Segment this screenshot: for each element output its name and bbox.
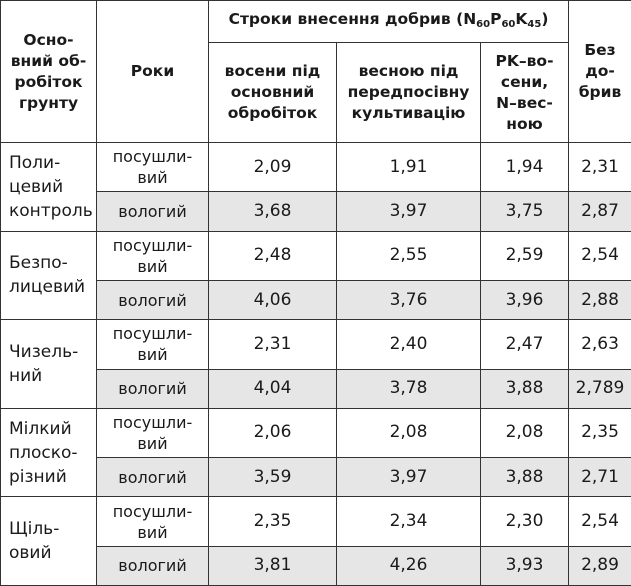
yield-value: 2,54 bbox=[569, 497, 631, 546]
table-row bbox=[1, 231, 631, 280]
year-type-dry: посушли- вий bbox=[97, 497, 209, 546]
yield-value: 1,91 bbox=[337, 143, 481, 192]
soil-treatment-label: Мілкий плоско- різний bbox=[1, 408, 97, 497]
yield-value: 2,08 bbox=[337, 408, 481, 457]
yield-value: 2,63 bbox=[569, 320, 631, 369]
yield-value: 2,54 bbox=[569, 231, 631, 280]
yield-value: 2,08 bbox=[481, 408, 569, 457]
yield-value: 2,06 bbox=[209, 408, 337, 457]
yield-value: 2,31 bbox=[569, 143, 631, 192]
yield-value: 4,06 bbox=[209, 281, 337, 320]
yield-value: 3,88 bbox=[481, 369, 569, 408]
yield-value: 2,35 bbox=[569, 408, 631, 457]
yield-value: 2,40 bbox=[337, 320, 481, 369]
yield-value: 2,87 bbox=[569, 192, 631, 231]
yield-value: 3,68 bbox=[209, 192, 337, 231]
header-pk-autumn-n-spring: PK–во- сени, N–вес- ною bbox=[481, 43, 569, 143]
yield-value: 2,48 bbox=[209, 231, 337, 280]
year-type-dry: посушли- вий bbox=[97, 408, 209, 457]
year-type-dry: посушли- вий bbox=[97, 143, 209, 192]
yield-value: 2,789 bbox=[569, 369, 631, 408]
year-type-wet: вологий bbox=[97, 192, 209, 231]
yield-value: 2,59 bbox=[481, 231, 569, 280]
table-row bbox=[1, 143, 631, 192]
year-type-dry: посушли- вий bbox=[97, 320, 209, 369]
yield-value: 2,31 bbox=[209, 320, 337, 369]
year-type-dry: посушли- вий bbox=[97, 231, 209, 280]
yield-value: 2,09 bbox=[209, 143, 337, 192]
header-fertilizer-timing: Строки внесення добрив (N60P60K45) bbox=[209, 1, 569, 43]
yield-value: 2,89 bbox=[569, 546, 631, 585]
header-no-fertilizer: Без до-брив bbox=[569, 1, 631, 143]
soil-treatment-label: Щіль- овий bbox=[1, 497, 97, 586]
soil-treatment-label: Чизель- ний bbox=[1, 320, 97, 409]
year-type-wet: вологий bbox=[97, 281, 209, 320]
yield-value: 3,75 bbox=[481, 192, 569, 231]
header-spring: весною під передпосівну культивацію bbox=[337, 43, 481, 143]
yield-value: 3,97 bbox=[337, 458, 481, 497]
yield-value: 1,94 bbox=[481, 143, 569, 192]
yield-value: 2,30 bbox=[481, 497, 569, 546]
yield-value: 2,55 bbox=[337, 231, 481, 280]
yield-value: 4,04 bbox=[209, 369, 337, 408]
yield-value: 2,88 bbox=[569, 281, 631, 320]
yield-value: 3,88 bbox=[481, 458, 569, 497]
table-row bbox=[1, 408, 631, 457]
year-type-wet: вологий bbox=[97, 546, 209, 585]
table-row bbox=[1, 497, 631, 546]
header-years: Роки bbox=[97, 1, 209, 143]
year-type-wet: вологий bbox=[97, 458, 209, 497]
yield-value: 2,71 bbox=[569, 458, 631, 497]
yield-value: 3,76 bbox=[337, 281, 481, 320]
yield-value: 3,97 bbox=[337, 192, 481, 231]
yield-value: 4,26 bbox=[337, 546, 481, 585]
yield-value: 3,81 bbox=[209, 546, 337, 585]
yield-value: 3,59 bbox=[209, 458, 337, 497]
yield-value: 3,78 bbox=[337, 369, 481, 408]
header-autumn: восени під основний обробіток bbox=[209, 43, 337, 143]
header-soil-treatment: Осно- вний об- робіток грунту bbox=[1, 1, 97, 143]
yield-value: 2,47 bbox=[481, 320, 569, 369]
year-type-wet: вологий bbox=[97, 369, 209, 408]
yield-value: 2,34 bbox=[337, 497, 481, 546]
yield-value: 2,35 bbox=[209, 497, 337, 546]
yield-value: 3,96 bbox=[481, 281, 569, 320]
yield-value: 3,93 bbox=[481, 546, 569, 585]
soil-treatment-label: Поли- цевий контроль bbox=[1, 143, 97, 232]
table-row bbox=[1, 320, 631, 369]
soil-treatment-label: Безпо- лицевий bbox=[1, 231, 97, 320]
